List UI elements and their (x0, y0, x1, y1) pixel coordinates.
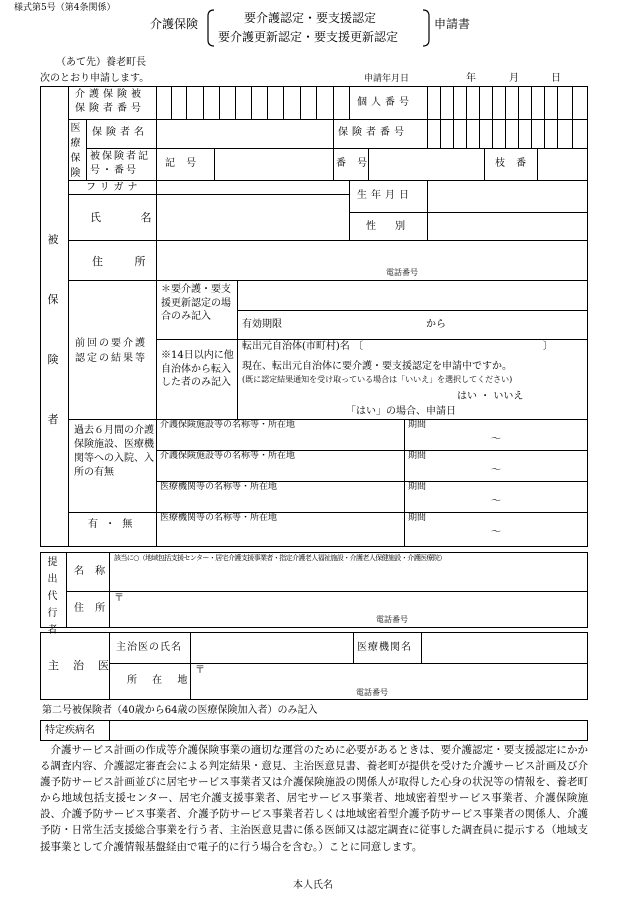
doctor-address-label: 所 在 地 (127, 675, 194, 686)
transfer-from-label: 転出元自治体(市町村)名 〔 (242, 341, 363, 352)
yes-no-choice[interactable]: はい ・ いいえ (457, 391, 524, 402)
title-left: 介護保険 (150, 17, 199, 31)
transfer-instruction: (既に認定結果通知を受け取っている場合は「いいえ」を選択してください) (242, 375, 513, 384)
insured-number-label: 介護保険被保険者番号 (75, 89, 145, 114)
address-label: 住 所 (92, 255, 160, 268)
applicant-postal-mark: 〒 (114, 593, 124, 604)
insurer-number-label: 保険者番号 (338, 127, 408, 138)
umu-choice[interactable]: 有 ・ 無 (88, 519, 135, 530)
medical-facility-label-2: 医療機関等の名称等・所在地 (160, 513, 278, 523)
transfer-note: ※14日以内に他自治体から転入した者のみ記入 (161, 350, 234, 388)
medical-insurance-label: 医療保険 (70, 123, 81, 179)
second-insured-heading: 第二号被保険者（40歳から64歳の医療保険加入者）のみ記入 (42, 705, 318, 716)
medical-facility-label-1: 医療機関等の名称等・所在地 (160, 482, 278, 492)
tilde-3: ～ (491, 496, 501, 507)
tilde-2: ～ (491, 465, 501, 476)
doctor-side-label: 主治医 (48, 659, 123, 672)
period-label-3: 期間 (408, 482, 427, 492)
facility-label-1: 介護保険施設等の名称等・所在地 (160, 420, 296, 430)
tilde-1: ～ (491, 434, 501, 445)
consent-paragraph: 介護サービス計画の作成等介護保険事業の適切な運営のために必要があるときは、要介護認定・要支援認定にかかる調査内容、介護認定審査会による判定結果・意見、主治医意見書、養老町が提供を受けた介護サービス計画及び介護予防サービス計画並びに居宅サービス事業者又は介護保険施設の関係人が取得した心身の状況等の情報を、養老町から地域包括支援センター、居宅介護支援事業者、居宅サービス事業者、地域密着型サービス事業者、介護保険施設、介護予防サービス事業者、介護予防サービス事業者若しくは地域密着型介護予防サービス事業者の関係人、介護予防・日常生活支援総合事業を行う者、主治医意見書に係る医師又は認定調査に従事した調査員に提示する（地域支援事業として介護情報基盤経由で電子的に行う場合を含む。）ことに同意します。 (40, 744, 588, 853)
applicant-options[interactable]: 該当に○（地域包括支援センター・居宅介護支援事業者・指定介護老人福祉施設・介護老人保健施設・介護医療院） (114, 554, 446, 562)
signature-label: 本人氏名 (293, 880, 333, 891)
insurer-name-label: 保険者名 (92, 127, 148, 138)
sex-label: 性 別 (366, 221, 414, 232)
bracket-close: 〕 (543, 341, 553, 352)
number-label: 番 号 (336, 158, 372, 169)
facility-label-2: 介護保険施設等の名称等・所在地 (160, 451, 296, 461)
title-line1: 要介護認定・要支援認定 (244, 11, 377, 25)
form-number: 様式第5号（第4条関係） (14, 3, 116, 13)
past-six-months-label: 過去６月間の介護保険施設、医療機関等への入院、入所の有無 (74, 425, 154, 478)
period-label-1: 期間 (408, 420, 427, 430)
doctor-name-label: 主治医の氏名 (116, 642, 182, 653)
personal-number-label: 個人番号 (357, 97, 413, 108)
title-right: 申請書 (434, 17, 471, 31)
period-label-4: 期間 (408, 513, 427, 523)
name-label: 氏 名 (90, 211, 170, 224)
branch-number-label: 枝 番 (495, 158, 531, 169)
symbol-label: 記 号 (165, 158, 201, 169)
addressee: （あて先）養老町長 (56, 57, 146, 68)
renewal-note: ＊要介護・要支援更新認定の場合のみ記入 (161, 284, 231, 322)
valid-period-label: 有効期限 (242, 319, 282, 330)
month-label: 月 (509, 73, 519, 84)
day-label: 日 (551, 73, 561, 84)
doctor-postal-mark: 〒 (195, 665, 205, 676)
phone-label: 電話番号 (386, 268, 418, 277)
furigana-label: フリガナ (86, 182, 142, 193)
transfer-question: 現在、転出元自治体に要介護・要支援認定を申請中ですか。 (242, 361, 512, 372)
year-label: 年 (466, 73, 476, 84)
application-date-label: 申請年月日 (364, 74, 410, 84)
tilde-4: ～ (491, 527, 501, 538)
applicant-phone-label: 電話番号 (376, 615, 408, 624)
doctor-phone-label: 電話番号 (356, 688, 388, 697)
if-yes-date-label: 「はい」の場合、申請日 (346, 406, 456, 417)
applicant-side-label: 提出代行者 (47, 557, 58, 636)
intro-text: 次のとおり申請します。 (40, 73, 150, 84)
previous-result-label: 前回の要介護認定の結果等 (75, 338, 147, 364)
applicant-address-label: 住 所 (74, 603, 110, 614)
period-label-2: 期間 (408, 451, 427, 461)
institution-name-label: 医療機関名 (357, 642, 412, 653)
applicant-name-label: 名 称 (74, 566, 110, 577)
insured-symbol-label: 被保険者記号・番号 (90, 151, 150, 176)
dob-label: 生年月日 (357, 190, 413, 201)
specific-disease-label: 特定疾病名 (45, 725, 95, 736)
kara-label: から (426, 319, 446, 330)
insured-side-label: 被保険者 (47, 233, 59, 426)
title-line2: 要介護更新認定・要支援更新認定 (218, 30, 399, 44)
